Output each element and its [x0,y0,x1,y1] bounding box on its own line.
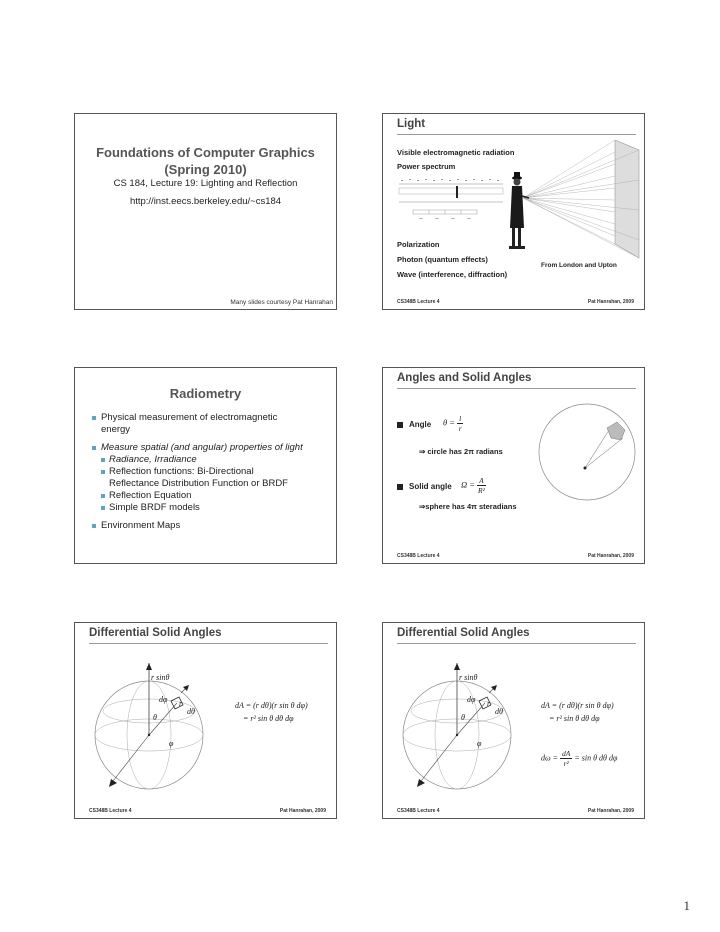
sub-bullet-item: Reflection functions: Bi-Directional [91,466,331,478]
heading-rule [89,643,328,644]
spectrum-diagram [397,176,507,228]
london-upton-figure [503,140,641,268]
heading-rule [397,134,636,135]
course-url: http://inst.eecs.berkeley.edu/~cs184 [129,196,282,207]
slide-title [74,113,337,310]
equation-area-simplified: = r² sin θ dθ dφ [549,714,600,723]
square-bullet [397,484,403,490]
angle-denominator: r [458,424,462,433]
angle-lhs: θ = [443,417,456,428]
label-phi: φ [169,739,174,748]
dw-numerator: dA [562,749,571,758]
footer-right: Pat Hanrahan, 2009 [279,808,326,814]
footer-right: Pat Hanrahan, 2009 [587,553,634,559]
label-theta: θ [153,713,157,722]
slide-radiometry [74,367,337,564]
label-rsin: r sinθ [151,673,170,682]
title-line-1: Foundations of Computer Graphics [96,145,315,160]
footer-right: Pat Hanrahan, 2009 [587,299,634,305]
square-bullet [397,422,403,428]
bullet-item-cont: energy [101,424,131,435]
sub-bullet-item: Radiance, Irradiance [91,454,331,466]
footer-left: CS348B Lecture 4 [397,553,440,559]
dw-denominator: r² [563,759,569,768]
equation-solid-angle [541,749,617,768]
sub-bullet-item: Reflection Equation [91,490,331,502]
solid-denominator: R² [478,486,485,495]
credit-note: Many slides courtesy Pat Hanrahan [230,299,333,306]
footer-left: CS348B Lecture 4 [89,808,132,814]
label-rsin: r sinθ [459,673,478,682]
bullet-item: Environment Maps [91,520,331,532]
bullet-list [91,412,331,532]
light-item-radiation: Visible electromagnetic radiation [397,148,515,157]
slide-heading: Angles and Solid Angles [397,372,532,384]
slide-angles [382,367,645,564]
slide-light [382,113,645,310]
angle-label: Angle [409,420,432,429]
footer-right: Pat Hanrahan, 2009 [587,808,634,814]
image-caption: From London and Upton [541,262,617,269]
slide-heading: Radiometry [169,386,242,401]
page-number: 1 [683,898,690,913]
label-theta: θ [461,713,465,722]
dw-lhs: dω = [541,753,559,763]
equation-area-simplified: = r² sin θ dθ dφ [243,714,294,723]
angle-result: ⇒ circle has 2π radians [419,447,503,456]
sub-bullet-item-cont: Reflectance Distribution Function or BRDF [109,478,288,489]
solid-lhs: Ω = [461,479,476,490]
light-item-polarization: Polarization [397,240,440,249]
sub-bullet-item: Simple BRDF models [91,502,331,514]
bullet-item: Physical measurement of electromagnetic [91,412,331,424]
slide-heading: Differential Solid Angles [89,627,222,639]
label-r: r [487,699,491,708]
light-item-spectrum: Power spectrum [397,162,456,171]
footer-left: CS348B Lecture 4 [397,299,440,305]
label-dtheta: dθ [495,707,503,716]
slide-heading: Differential Solid Angles [397,627,530,639]
sphere-diagram [83,663,213,793]
slide-title-heading [75,144,336,178]
equation-area: dA = (r dθ)(r sin θ dφ) [235,701,308,710]
equation-area: dA = (r dθ)(r sin θ dφ) [541,701,614,710]
footer-left: CS348B Lecture 4 [397,808,440,814]
solid-angle-result: ⇒sphere has 4π steradians [419,502,517,511]
label-dphi: dφ [467,695,476,704]
sphere-diagram [535,400,639,504]
heading-rule [397,643,636,644]
label-dphi: dφ [159,695,168,704]
angle-equation [443,414,463,433]
dw-rhs: = sin θ dθ dφ [574,753,618,763]
label-dtheta: dθ [187,707,195,716]
bullet-item: Measure spatial (and angular) properties of light [91,442,331,454]
light-item-wave: Wave (interference, diffraction) [397,270,508,279]
sphere-diagram [391,663,521,793]
course-subtitle: CS 184, Lecture 19: Lighting and Reflection [113,178,298,189]
label-phi: φ [477,739,482,748]
solid-angle-equation [461,476,486,495]
slide-differential-solid-angles [74,622,337,819]
slide-heading: Light [397,118,426,130]
solid-numerator: A [479,476,484,485]
slide-differential-solid-angles-2 [382,622,645,819]
label-r: r [179,699,183,708]
title-line-2: (Spring 2010) [164,162,247,177]
heading-rule [397,388,636,389]
solid-angle-label: Solid angle [409,482,452,491]
angle-numerator: l [459,414,462,423]
light-item-photon: Photon (quantum effects) [397,255,488,264]
